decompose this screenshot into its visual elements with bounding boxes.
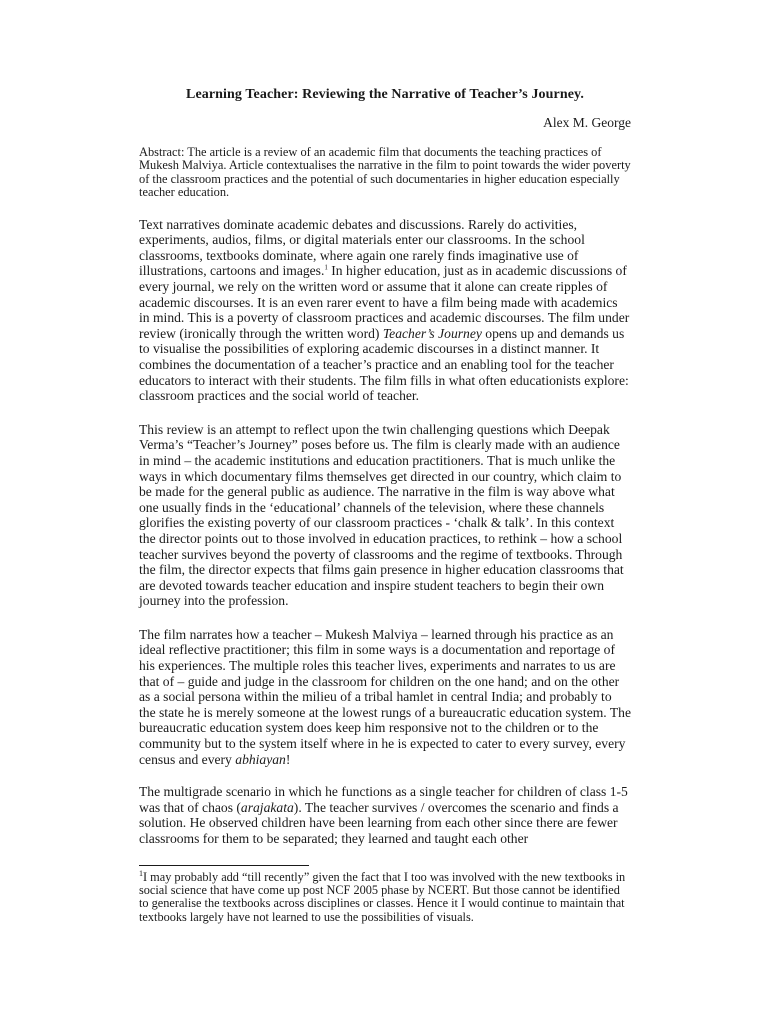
- paragraph-3-text-b: !: [285, 751, 291, 767]
- document-page: [139, 86, 631, 937]
- author-name: Alex M. George: [543, 115, 631, 130]
- paragraph-3-text-a: The film narrates how a teacher – Mukesh Malviya – learned through his practice as an ideal reflective practitioner; this film in some ways is a documentation and reportage of his experiences. The multiple roles this teacher lives, experiments and narrates to us are that of – guide and judge in the classroom for children on the one hand; and on the other as a social persona within the milieu of a tribal hamlet in central India; and probably to the state he is merely someone at the lowest rungs of a bureaucratic education system. The bureaucratic education system does keep him responsive not to the children or to the community but to the system itself where in he is expected to cater to every survey, every census and every: [139, 626, 631, 767]
- paragraph-4: [139, 784, 631, 846]
- paragraph-1-text-c: opens up and demands us to visualise the possibilities of exploring academic discourses in a distinct manner. It combines the documentation of a teacher’s practice and an enabling tool for the teacher educators to interact with their students. The film fills in what often educationists explore: classroom practices and the social world of teacher.: [139, 325, 629, 404]
- paragraph-4-text-b: ). The teacher survives / overcomes the scenario and finds a solution. He observed children have been learning from each other since there are fewer classrooms for them to be separated; they learned and taught each other: [139, 799, 619, 846]
- footnote-text: I may probably add “till recently” given the fact that I too was involved with the new textbooks in social science that have come up post NCF 2005 phase by NCERT. But those cannot be identified to generalise the textbooks across disciplines or classes. Hence it I would continue to maintain that textbooks largely have not learned to use the possibilities of visuals.: [139, 869, 626, 924]
- abhiayan-italic: abhiayan: [235, 751, 286, 767]
- footnote-reference: 1: [324, 263, 328, 272]
- paragraph-1-text-b: In higher education, just as in academic discussions of every journal, we rely on the written word or assume that it alone can create ripples of academic discourses. It is an even rarer event to have a film being made with academics in mind. This is a poverty of classroom practices and academic discourses. The film under review (ironically through the written word): [139, 263, 630, 341]
- abstract: Abstract: The article is a review of an academic film that documents the teaching practices of Mukesh Malviya. Article contextualises the narrative in the film to point towards the wider poverty of the classroom practices and the potential of such documentaries in higher education especially teacher education.: [139, 145, 631, 200]
- footnote: [139, 868, 631, 925]
- paragraph-1-text-a: Text narratives dominate academic debates and discussions. Rarely do activities, experiments, audios, films, or digital materials enter our classrooms. In the school classrooms, textbooks dominate, where again one rarely finds imaginative use of illustrations, cartoons and images.: [139, 216, 585, 279]
- arajakata-italic: arajakata: [240, 799, 294, 815]
- document-title: Learning Teacher: Reviewing the Narrative of Teacher’s Journey.: [186, 87, 584, 102]
- paragraph-3: [139, 627, 631, 767]
- paragraph-2: This review is an attempt to reflect upon the twin challenging questions which Deepak Verma’s “Teacher’s Journey” poses before us. The film is clearly made with an audience in mind – the academic institutions and education practitioners. That is much unlike the ways in which documentary films themselves get directed in our country, which claim to be made for the general public as audience. The narrative in the film is way above what one usually finds in the ‘educational’ channels of the television, where these channels glorifies the existing poverty of our classroom practices - ‘chalk & talk’. In this context the director points out to those involved in education practices, to rethink – how a school teacher survives beyond the poverty of classrooms and the regime of textbooks. Through the film, the director expects that films gain presence in higher education classrooms that are devoted towards teacher education and inspire student teachers to begin their own journey into the profession.: [139, 421, 624, 609]
- footnote-divider: [139, 865, 309, 866]
- paragraph-4-text-a: The multigrade scenario in which he functions as a single teacher for children of class 1-5 was that of chaos (: [139, 784, 628, 815]
- paragraph-1: [139, 217, 631, 404]
- film-title-italic: Teacher’s Journey: [382, 325, 482, 341]
- footnote-marker: 1: [139, 868, 143, 878]
